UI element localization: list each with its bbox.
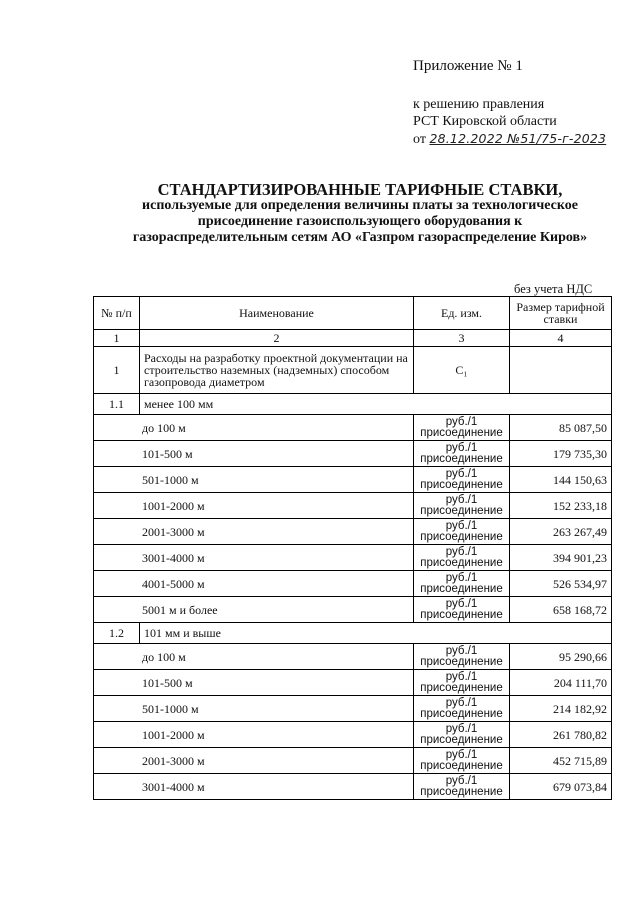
table-row [94,597,612,623]
decision-line-2: РСТ Кировской области [413,114,557,129]
table-row [94,696,612,722]
decision-prefix: от [413,132,426,147]
column-number: 4 [510,330,612,347]
table-row [94,722,612,748]
document-title: СТАНДАРТИЗИРОВАННЫЕ ТАРИФНЫЕ СТАВКИ, [157,180,563,199]
section-number: 1 [94,347,140,394]
table-row [94,644,612,670]
decision-reference [413,96,606,148]
row-unit: руб./1 присоединение [414,748,510,774]
row-rate: 204 111,70 [510,670,612,696]
header-number: № п/п [94,297,140,330]
row-range: до 100 м [94,644,414,670]
row-rate: 658 168,72 [510,597,612,623]
row-range: 501-1000 м [94,696,414,722]
row-rate: 526 534,97 [510,571,612,597]
group-row [94,394,612,415]
row-range: 2001-3000 м [94,748,414,774]
row-unit: руб./1 присоединение [414,545,510,571]
column-number: 2 [140,330,414,347]
row-range: 5001 м и более [94,597,414,623]
table-header-row [94,297,612,330]
row-unit: руб./1 присоединение [414,722,510,748]
subtitle-line: присоединение газоиспользующего оборудования к [197,214,523,229]
row-unit: руб./1 присоединение [414,571,510,597]
column-number: 1 [94,330,140,347]
table-row [94,493,612,519]
table-row [94,467,612,493]
table-row [94,415,612,441]
section-rate [510,347,612,394]
row-unit: руб./1 присоединение [414,493,510,519]
table-row [94,748,612,774]
table-row [94,774,612,800]
row-unit: руб./1 присоединение [414,441,510,467]
table-row [94,519,612,545]
row-unit: руб./1 присоединение [414,597,510,623]
tariff-table [93,296,612,800]
row-unit: руб./1 присоединение [414,774,510,800]
row-rate: 152 233,18 [510,493,612,519]
row-rate: 679 073,84 [510,774,612,800]
handwritten-date-number: 28.12.2022 №51/75-г-2023 [429,131,607,146]
table-row [94,441,612,467]
row-range: 101-500 м [94,670,414,696]
group-row [94,623,612,644]
appendix-label: Приложение № 1 [413,58,523,74]
row-rate: 263 267,49 [510,519,612,545]
row-unit: руб./1 присоединение [414,644,510,670]
group-name: менее 100 мм [140,394,612,415]
header-name: Наименование [140,297,414,330]
decision-line-3 [413,130,606,148]
subtitle-line: используемые для определения величины платы за технологическое [142,198,578,213]
group-name: 101 мм и выше [140,623,612,644]
table-row [94,545,612,571]
row-rate: 85 087,50 [510,415,612,441]
row-rate: 214 182,92 [510,696,612,722]
row-range: 3001-4000 м [94,545,414,571]
subtitle-line: газораспределительным сетям АО «Газпром газораспределение Киров» [132,230,588,245]
column-number: 3 [414,330,510,347]
row-range: 101-500 м [94,441,414,467]
row-range: 501-1000 м [94,467,414,493]
row-range: 3001-4000 м [94,774,414,800]
row-rate: 261 780,82 [510,722,612,748]
row-unit: руб./1 присоединение [414,670,510,696]
column-number-row [94,330,612,347]
section-name: Расходы на разработку проектной документации на строительство наземных (надземных) способом газопровода диаметром [140,347,414,394]
group-number: 1.2 [94,623,140,644]
row-rate: 179 735,30 [510,441,612,467]
row-range: 1001-2000 м [94,493,414,519]
row-unit: руб./1 присоединение [414,519,510,545]
header-unit: Ед. изм. [414,297,510,330]
row-unit: руб./1 присоединение [414,415,510,441]
row-rate: 394 901,23 [510,545,612,571]
row-unit: руб./1 присоединение [414,467,510,493]
row-range: до 100 м [94,415,414,441]
section-unit: C₁ [414,347,510,394]
row-range: 1001-2000 м [94,722,414,748]
section-row [94,347,612,394]
row-rate: 95 290,66 [510,644,612,670]
table-row [94,670,612,696]
row-range: 2001-3000 м [94,519,414,545]
row-range: 4001-5000 м [94,571,414,597]
row-rate: 452 715,89 [510,748,612,774]
table-row [94,571,612,597]
row-rate: 144 150,63 [510,467,612,493]
group-number: 1.1 [94,394,140,415]
header-rate: Размер тарифной ставки [510,297,612,330]
row-unit: руб./1 присоединение [414,696,510,722]
vat-note: без учета НДС [514,282,593,296]
decision-line-1: к решению правления [413,97,545,112]
document-subtitle [60,198,640,246]
